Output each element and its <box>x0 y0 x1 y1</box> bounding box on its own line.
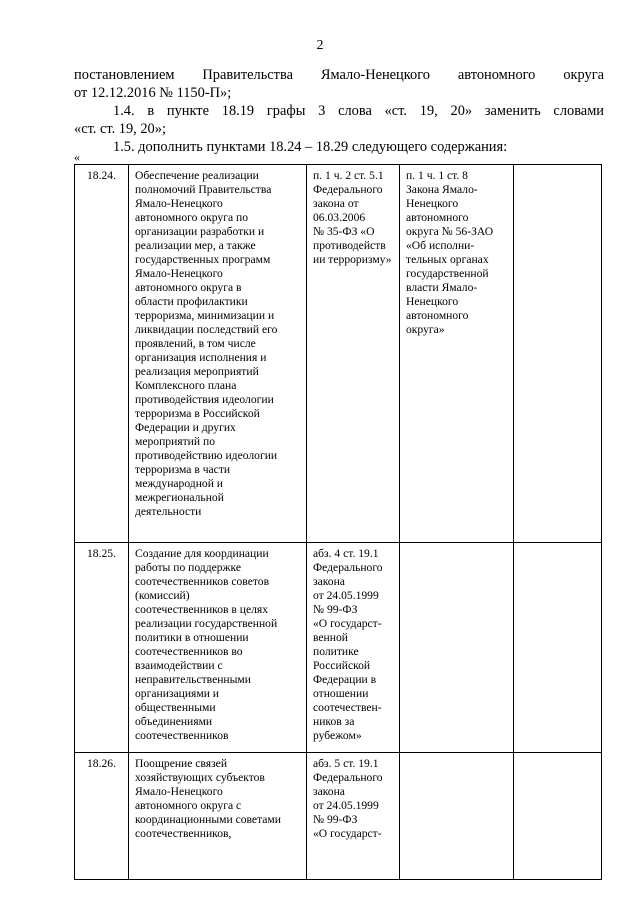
row-number: 18.26. <box>75 753 129 880</box>
amendments-table <box>74 164 602 880</box>
paragraph-2-line-2: «ст. ст. 19, 20»; <box>74 121 166 137</box>
opening-quote-mark: « <box>74 150 80 164</box>
page-number: 2 <box>316 38 324 53</box>
table-row <box>75 543 602 753</box>
authority-description: Создание для координации работы по поддержке соотечественников советов (комиссий) соотечественников в целях реализации государственной политики в отношении соотечественников во взаимодействии с неправительственными организациями и общественными объединениями соотечественников <box>129 543 307 753</box>
federal-law-reference: абз. 5 ст. 19.1 Федерального закона от 24.05.1999 № 99-ФЗ «О государст- <box>307 753 400 880</box>
authority-description: Поощрение связей хозяйствующих субъектов Ямало-Ненецкого автономного округа с координационными советами соотечественников, <box>129 753 307 880</box>
extra-column-cell <box>514 543 602 753</box>
paragraph-1-line-2: от 12.12.2016 № 1150-П»; <box>74 85 232 101</box>
paragraph-3: 1.5. дополнить пунктами 18.24 – 18.29 следующего содержания: <box>113 139 508 155</box>
row-number: 18.24. <box>75 165 129 543</box>
authority-description: Обеспечение реализации полномочий Правительства Ямало-Ненецкого автономного округа по организации разработки и реализации мер, а также государственных программ Ямало-Ненецкого автономного округа в области профилактики терроризма, минимизации и ликвидации последствий его проявлений, в том числе организация исполнения и реализация мероприятий Комплексного плана противодействия идеологии терроризма в Российской Федерации и других мероприятий по противодействию идеологии терроризма в части международной и межрегиональной деятельности <box>129 165 307 543</box>
regional-law-reference: п. 1 ч. 1 ст. 8 Закона Ямало- Ненецкого автономного округа № 56-ЗАО «Об исполни- тельных органах государственной власти Ямало- Ненецкого автономного округа» <box>400 165 514 543</box>
paragraph-2-line-1: 1.4. в пункте 18.19 графы 3 слова «ст. 19, 20» заменить словами <box>113 103 604 119</box>
federal-law-reference: п. 1 ч. 2 ст. 5.1 Федерального закона от 06.03.2006 № 35-ФЗ «О противодейств ии терроризму» <box>307 165 400 543</box>
federal-law-reference: абз. 4 ст. 19.1 Федерального закона от 24.05.1999 № 99-ФЗ «О государст- венной политике Российской Федерации в отношении соотечествен- ников за рубежом» <box>307 543 400 753</box>
extra-column-cell <box>514 753 602 880</box>
paragraph-1-line-1: постановлением Правительства Ямало-Ненецкого автономного округа <box>74 67 604 83</box>
regional-law-reference <box>400 543 514 753</box>
table-row <box>75 165 602 543</box>
table-row <box>75 753 602 880</box>
extra-column-cell <box>514 165 602 543</box>
regional-law-reference <box>400 753 514 880</box>
row-number: 18.25. <box>75 543 129 753</box>
